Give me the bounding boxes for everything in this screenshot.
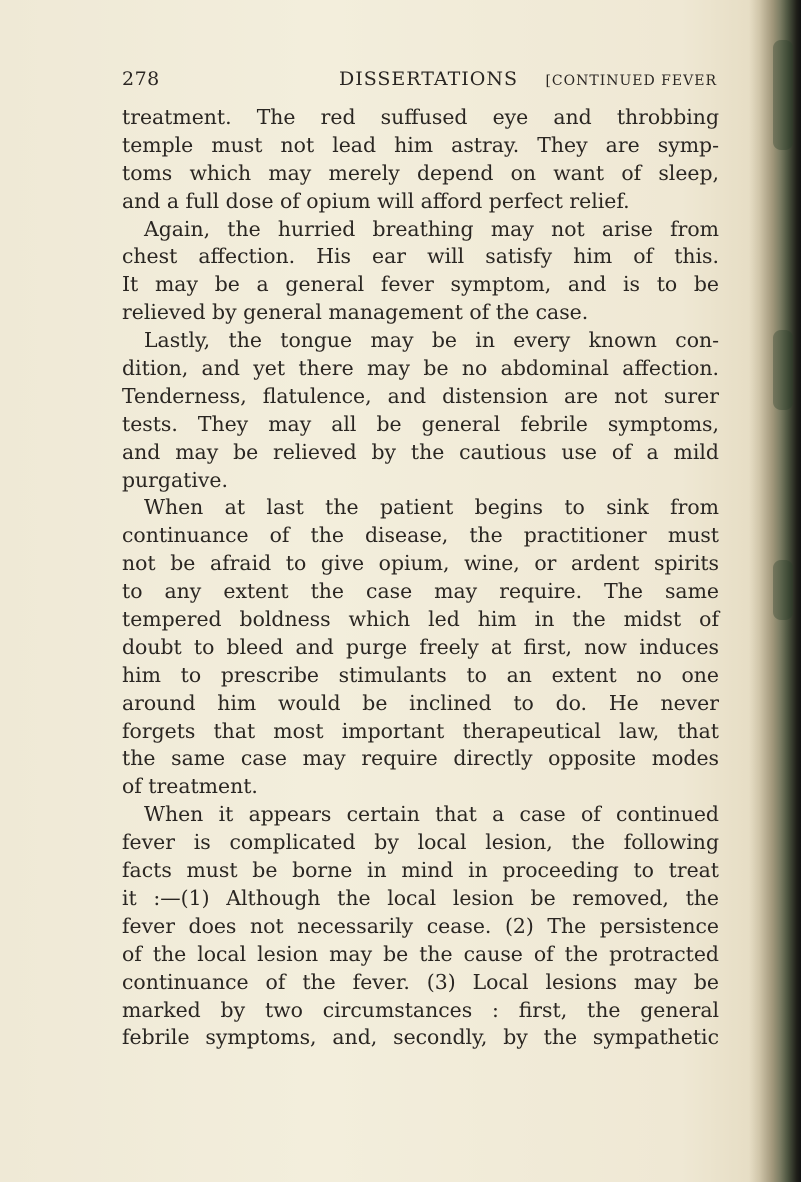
text-line: chest affection. His ear will satisfy him of this. xyxy=(122,244,719,269)
text-line: treatment. The red suffused eye and throbbing xyxy=(122,105,719,129)
text-line: When at last the patient begins to sink from xyxy=(144,495,719,520)
text-line: to any extent the case may require. The same xyxy=(122,579,719,604)
page-edge-stain xyxy=(773,560,793,620)
text-line: dition, and yet there may be no abdominal affection. xyxy=(122,356,719,381)
text-line: It may be a general fever symptom, and is to be xyxy=(122,272,719,297)
text-line: facts must be borne in mind in proceeding to treat xyxy=(122,858,719,883)
text-line: When it appears certain that a case of continued xyxy=(144,802,719,827)
running-title: DISSERTATIONS xyxy=(339,68,518,90)
text-line: of treatment. xyxy=(122,774,258,799)
page-number: 278 xyxy=(122,68,160,90)
text-line: continuance of the fever. (3) Local lesions may be xyxy=(122,969,719,994)
text-line: and a full dose of opium will afford perfect relief. xyxy=(122,188,630,213)
text-line: temple must not lead him astray. They are symp- xyxy=(122,132,719,157)
text-line: febrile symptoms, and, secondly, by the sympathetic xyxy=(122,1025,719,1050)
text-line: continuance of the disease, the practitioner must xyxy=(122,523,719,548)
text-line: tempered boldness which led him in the midst of xyxy=(122,607,719,632)
text-line: forgets that most important therapeutical law, that xyxy=(122,718,719,743)
running-head xyxy=(122,68,717,94)
text-line: the same case may require directly opposite modes xyxy=(122,746,719,771)
text-line: of the local lesion may be the cause of the protracted xyxy=(122,941,719,966)
text-line: doubt to bleed and purge freely at first, now induces xyxy=(122,634,719,659)
text-line: Again, the hurried breathing may not arise from xyxy=(144,216,719,241)
page-edge-stain xyxy=(773,330,793,410)
text-line: and may be relieved by the cautious use of a mild xyxy=(122,439,719,464)
text-line: relieved by general management of the case. xyxy=(122,300,589,325)
section-title: [CONTINUED FEVER xyxy=(545,73,717,89)
text-line: marked by two circumstances : first, the general xyxy=(122,997,719,1022)
text-line: not be afraid to give opium, wine, or ardent spirits xyxy=(122,551,719,576)
page-edge-stain xyxy=(773,40,793,150)
text-line: fever does not necessarily cease. (2) The persistence xyxy=(122,913,719,938)
text-line: Tenderness, flatulence, and distension are not surer xyxy=(122,383,719,408)
text-line: purgative. xyxy=(122,467,228,492)
text-line: around him would be inclined to do. He never xyxy=(122,690,719,715)
body-text xyxy=(122,104,719,1052)
text-line: tests. They may all be general febrile symptoms, xyxy=(122,411,719,436)
text-line: it :—(1) Although the local lesion be removed, the xyxy=(122,885,719,910)
text-line: Lastly, the tongue may be in every known con- xyxy=(144,328,719,353)
text-line: toms which may merely depend on want of sleep, xyxy=(122,160,719,185)
text-line: fever is complicated by local lesion, the following xyxy=(122,830,719,855)
text-line: him to prescribe stimulants to an extent no one xyxy=(122,662,719,687)
